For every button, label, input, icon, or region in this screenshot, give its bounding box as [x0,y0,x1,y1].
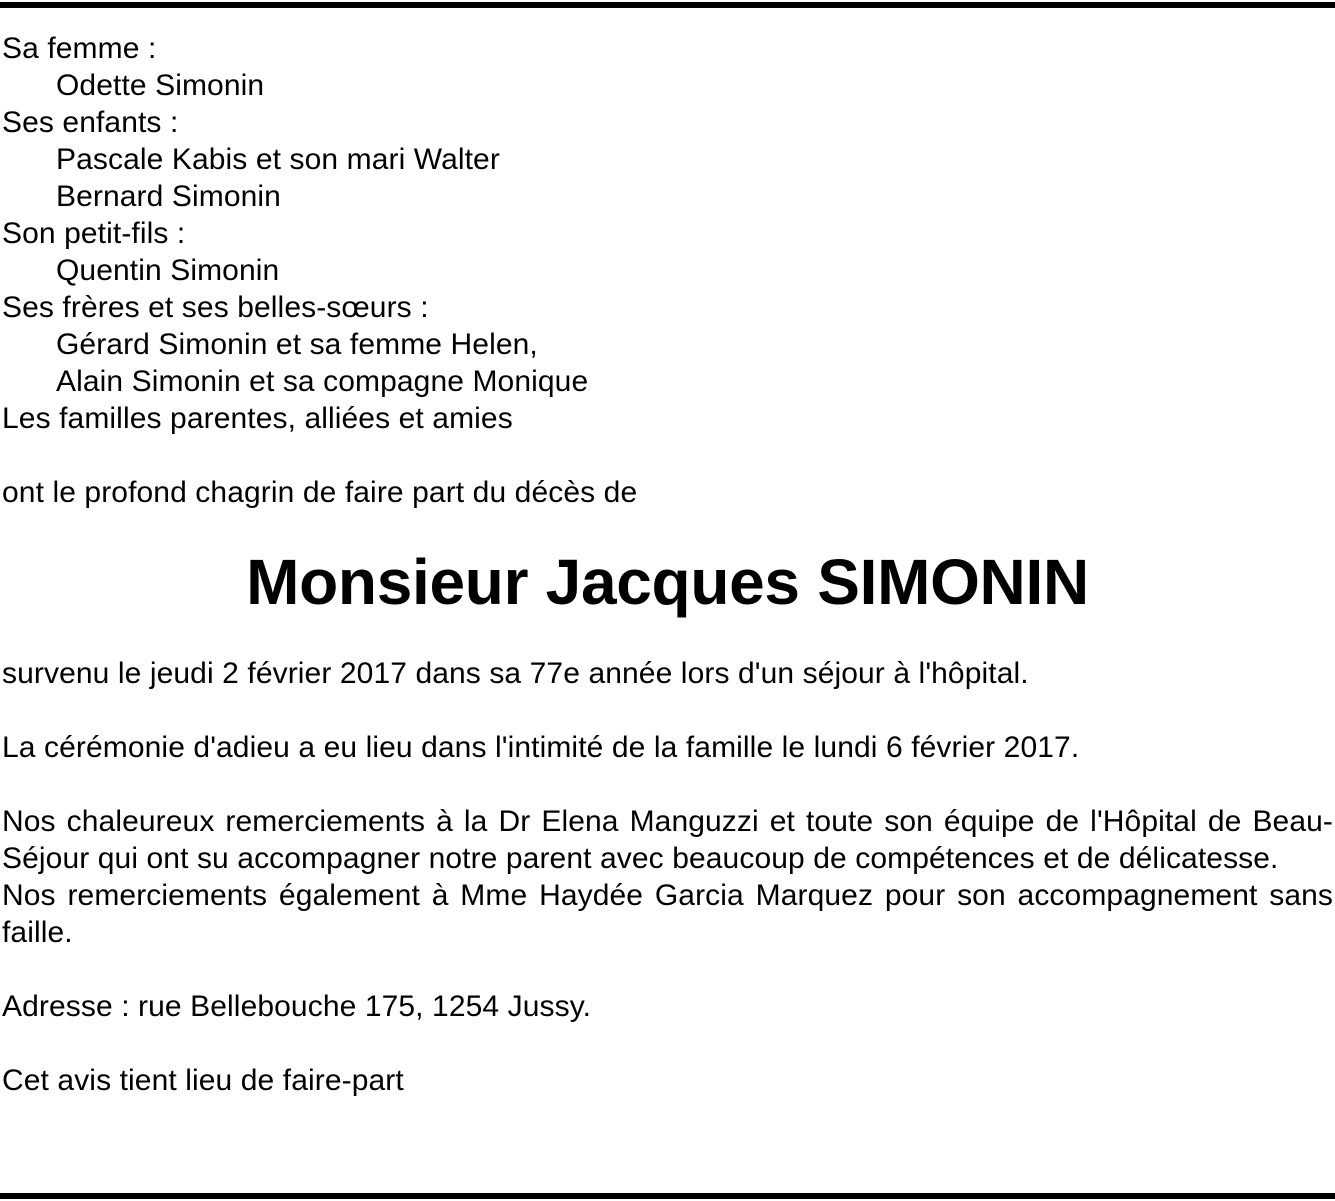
top-rule [0,2,1335,8]
thanks-paragraph-2: Nos remerciements également à Mme Haydée Garcia Marquez pour son accompagnement sans faille. [2,879,1333,949]
spacer [2,1025,1333,1062]
siblings-heading: Ses frères et ses belles-sœurs : [2,291,429,324]
announcement-text: ont le profond chagrin de faire part du décès de [2,476,638,509]
death-info: survenu le jeudi 2 février 2017 dans sa 77e année lors d'un séjour à l'hôpital. [2,657,1029,690]
spacer [2,951,1333,988]
grandson-heading: Son petit-fils : [2,217,186,250]
address: Adresse : rue Bellebouche 175, 1254 Jussy. [2,990,592,1023]
grandson-name: Quentin Simonin [56,254,280,287]
ceremony-info: La cérémonie d'adieu a eu lieu dans l'intimité de la famille le lundi 6 février 2017. [2,731,1080,764]
sibling-name: Alain Simonin et sa compagne Monique [56,365,589,398]
thanks-paragraph: Nos chaleureux remerciements à la Dr Elena Manguzzi et toute son équipe de l'Hôpital de Beau-Séjour qui ont su accompagner notre parent avec beaucoup de compétences et de délicatesse. [2,805,1333,875]
spouse-name: Odette Simonin [56,69,265,102]
deceased-name: Monsieur Jacques SIMONIN [246,546,1089,618]
spacer [2,766,1333,803]
obituary-notice [2,30,1333,1099]
spacer [2,692,1333,729]
closing-note: Cet avis tient lieu de faire-part [2,1064,404,1097]
sibling-name: Gérard Simonin et sa femme Helen, [56,328,538,361]
bottom-rule [0,1193,1335,1199]
extended-family: Les familles parentes, alliées et amies [2,402,513,435]
spacer [2,437,1333,474]
child-name: Bernard Simonin [56,180,281,213]
spouse-heading: Sa femme : [2,32,157,65]
child-name: Pascale Kabis et son mari Walter [56,143,500,176]
children-heading: Ses enfants : [2,106,179,139]
